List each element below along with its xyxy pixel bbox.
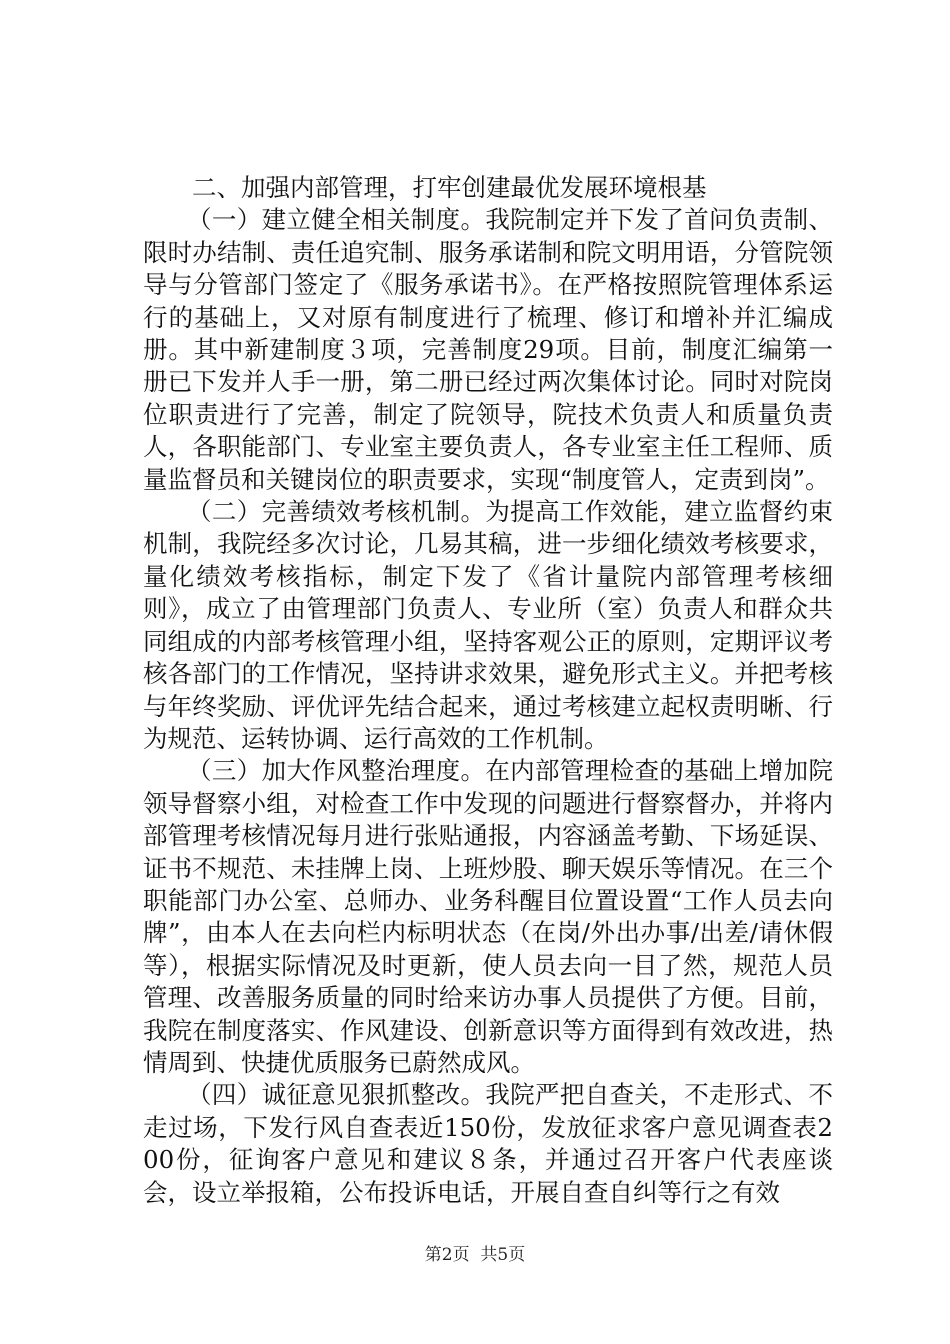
page-number-footer: 第2页 共5页 xyxy=(424,1245,526,1265)
paragraph-4: （四）诚征意见狠抓整改。我院严把自查关，不走形式、不走过场，下发行风自查表近150份，发放征求客户意见调查表200份，征询客户意见和建议８条，并通过召开客户代表座谈会，设立举报箱，公布投诉电话，开展自查自纠等行之有效 xyxy=(143,1080,833,1207)
document-body xyxy=(143,172,833,1209)
paragraph-3: （三）加大作风整治理度。在内部管理检查的基础上增加院领导督察小组，对检查工作中发现的问题进行督察督办，并将内部管理考核情况每月进行张贴通报，内容涵盖考勤、下场延误、证书不规范、未挂牌上岗、上班炒股、聊天娱乐等情况。在三个职能部门办公室、总师办、业务科醒目位置设置“工作人员去向牌”，由本人在去向栏内标明状态（在岗/外出办事/出差/请休假等），根据实际情况及时更新，使人员去向一目了然，规范人员管理、改善服务质量的同时给来访办事人员提供了方便。目前，我院在制度落实、作风建设、创新意识等方面得到有效改进，热情周到、快捷优质服务已蔚然成风。 xyxy=(143,756,833,1077)
section-heading: 二、加强内部管理，打牢创建最优发展环境根基 xyxy=(192,173,707,202)
paragraph-1: （一）建立健全相关制度。我院制定并下发了首问负责制、限时办结制、责任追究制、服务承诺制和院文明用语，分管院领导与分管部门签定了《服务承诺书》。在严格按照院管理体系运行的基础上，又对原有制度进行了梳理、修订和增补并汇编成册。其中新建制度３项，完善制度29项。目前，制度汇编第一册已下发并人手一册，第二册已经过两次集体讨论。同时对院岗位职责进行了完善，制定了院领导，院技术负责人和质量负责人，各职能部门、专业室主要负责人，各专业室主任工程师、质量监督员和关键岗位的职责要求，实现“制度管人，定责到岗”。 xyxy=(143,205,833,494)
paragraph-2: （二）完善绩效考核机制。为提高工作效能，建立监督约束机制，我院经多次讨论，几易其稿，进一步细化绩效考核要求，量化绩效考核指标，制定下发了《省计量院内部管理考核细则》，成立了由管理部门负责人、专业所（室）负责人和群众共同组成的内部考核管理小组，坚持客观公正的原则，定期评议考核各部门的工作情况，坚持讲求效果，避免形式主义。并把考核与年终奖励、评优评先结合起来，通过考核建立起权责明晰、行为规范、运转协调、运行高效的工作机制。 xyxy=(143,497,833,753)
